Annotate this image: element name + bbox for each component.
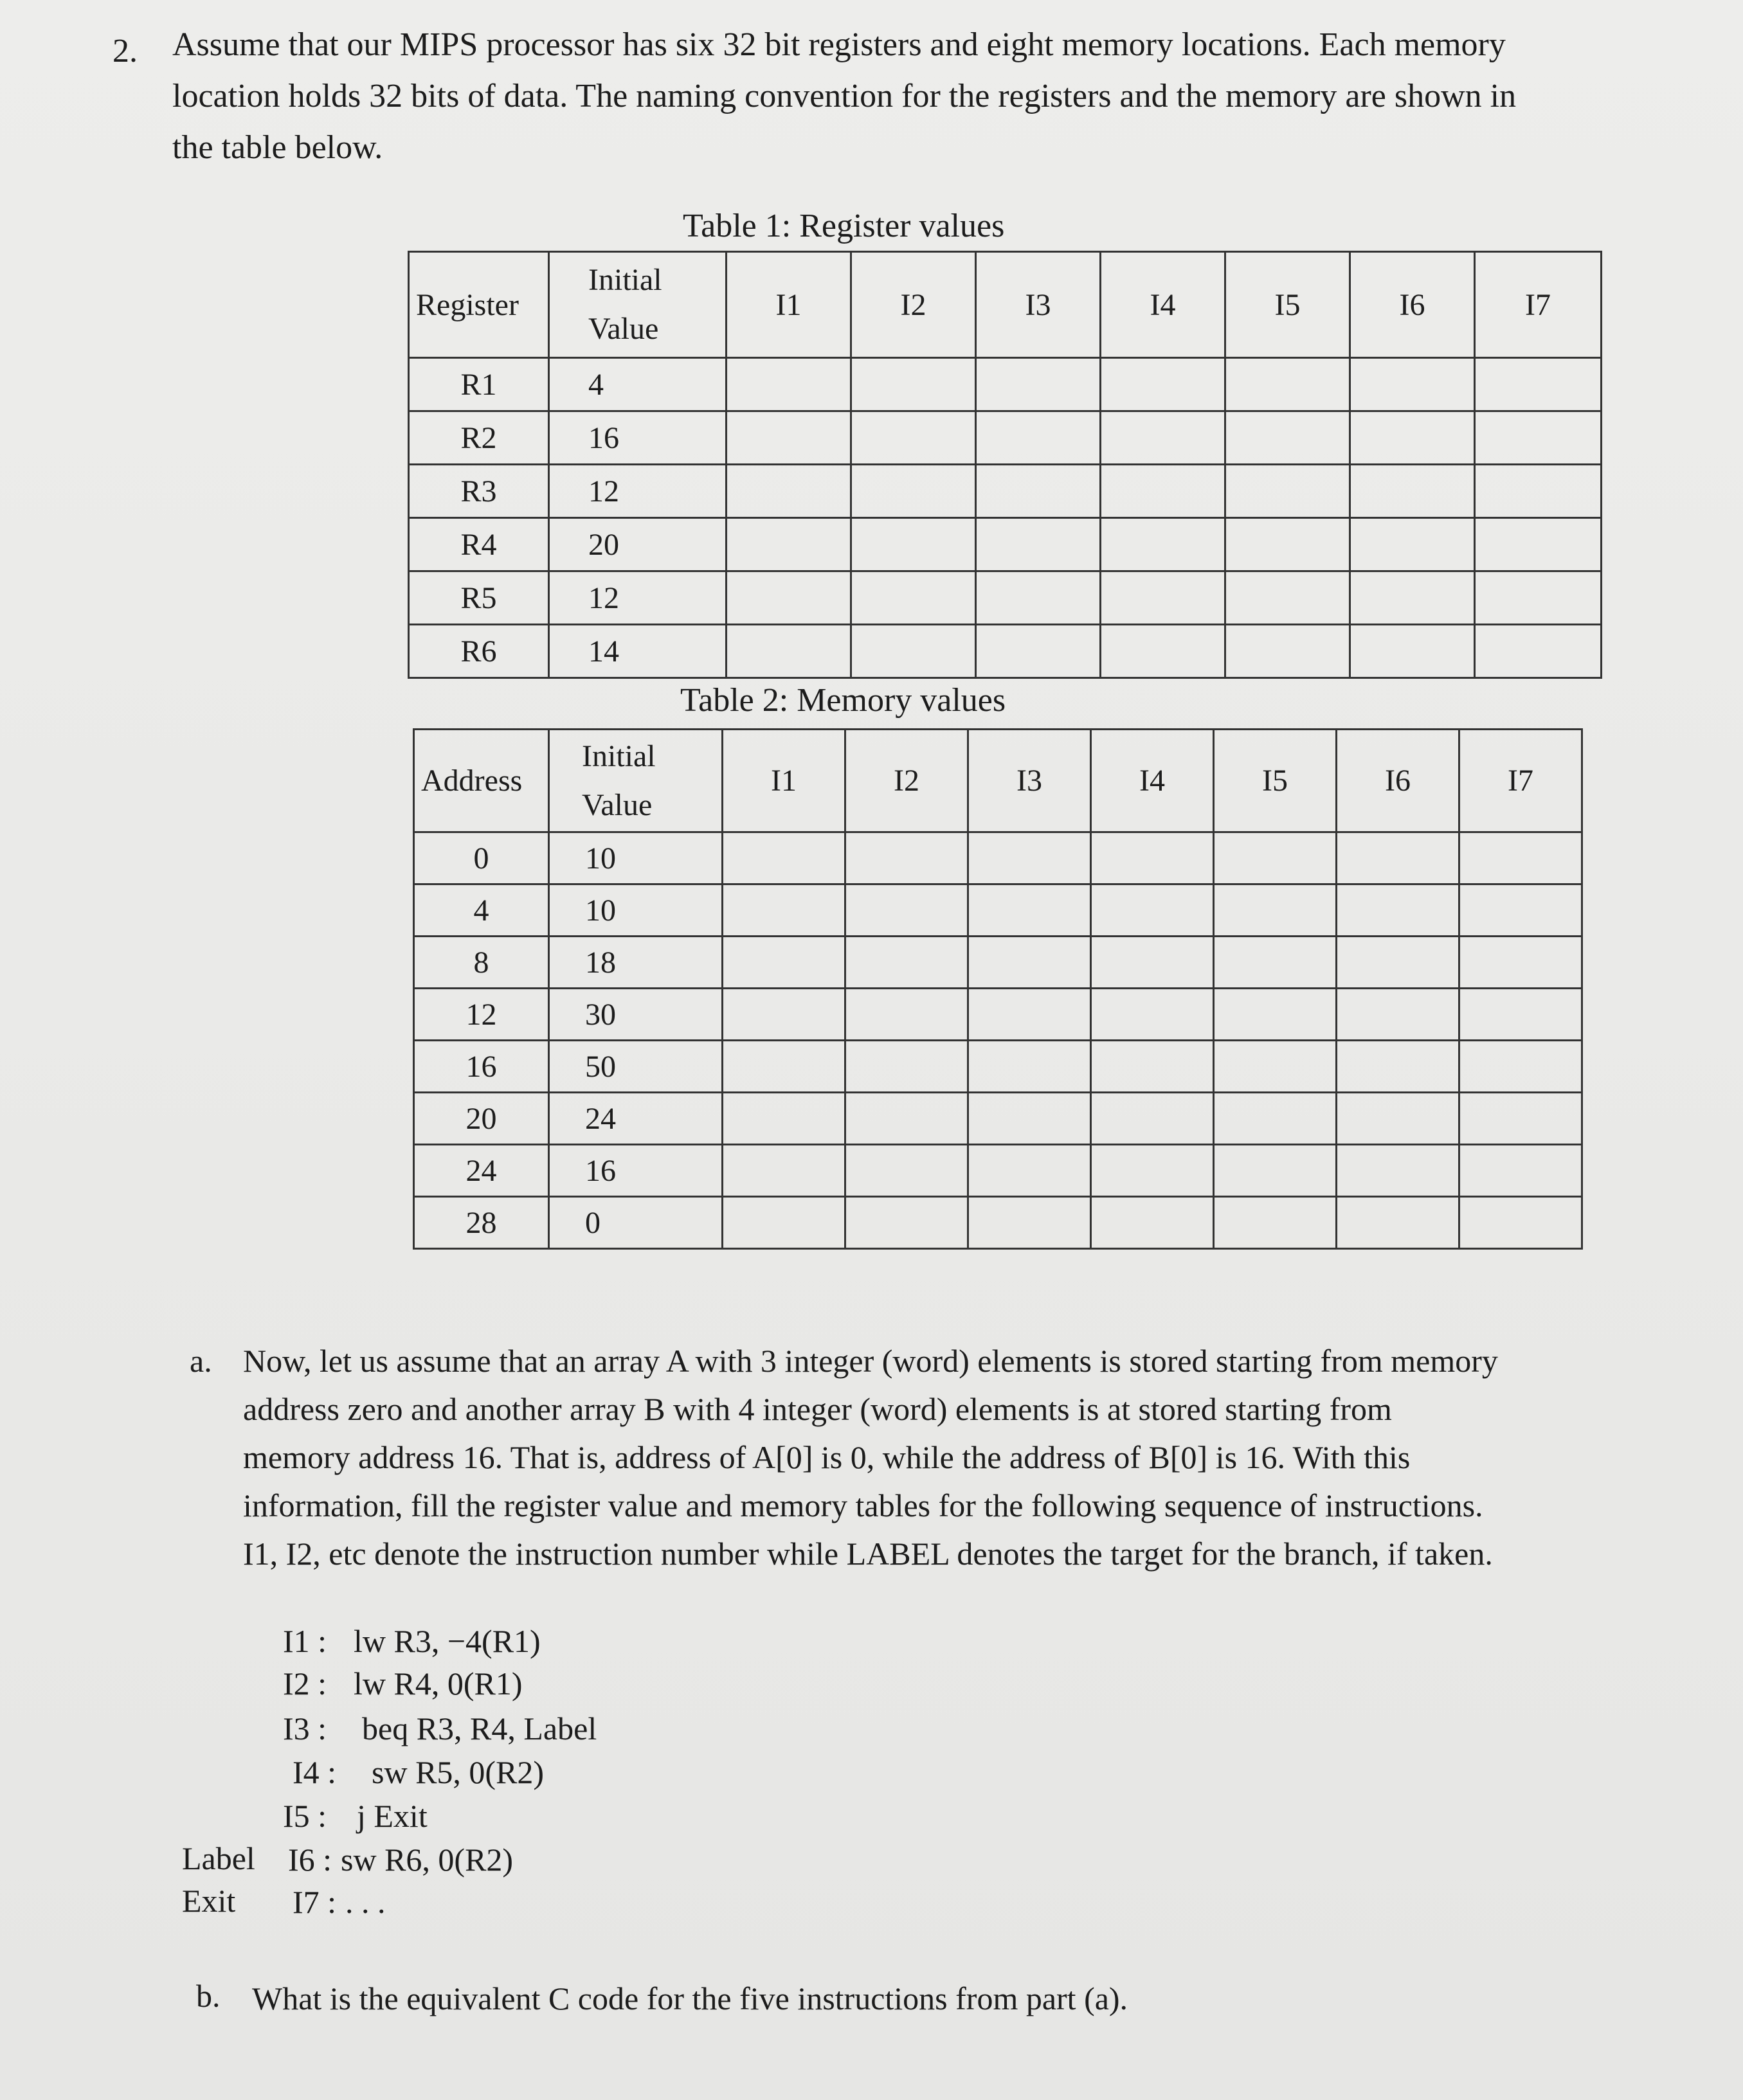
- empty-cell: [1091, 832, 1214, 884]
- empty-cell: [1091, 937, 1214, 989]
- memory-address: 4: [414, 884, 549, 937]
- empty-cell: [723, 1093, 845, 1145]
- empty-cell: [976, 518, 1101, 571]
- empty-cell: [1337, 832, 1459, 884]
- header-i1: I1: [727, 252, 851, 358]
- empty-cell: [723, 1041, 845, 1093]
- empty-cell: [727, 358, 851, 411]
- empty-cell: [1214, 1197, 1337, 1249]
- empty-cell: [1337, 1197, 1459, 1249]
- empty-cell: [845, 884, 968, 937]
- initial-value: 30: [549, 989, 723, 1041]
- empty-cell: [723, 1197, 845, 1249]
- part-a-label: a.: [190, 1343, 212, 1379]
- empty-cell: [968, 937, 1091, 989]
- instruction-code: lw R4, 0(R1): [354, 1665, 523, 1701]
- empty-cell: [723, 989, 845, 1041]
- header-i6: I6: [1337, 730, 1459, 832]
- empty-cell: [1225, 625, 1350, 678]
- empty-cell: [1101, 625, 1225, 678]
- empty-cell: [1225, 571, 1350, 625]
- header-i7: I7: [1475, 252, 1602, 358]
- part-a-line: address zero and another array B with 4 integer (word) elements is at stored starting from: [243, 1391, 1392, 1427]
- empty-cell: [968, 884, 1091, 937]
- empty-cell: [1459, 1093, 1582, 1145]
- empty-cell: [1475, 518, 1602, 571]
- empty-cell: [976, 465, 1101, 518]
- empty-cell: [1350, 571, 1475, 625]
- instruction-code: lw R3, −4(R1): [354, 1623, 541, 1659]
- empty-cell: [1214, 1041, 1337, 1093]
- empty-cell: [976, 571, 1101, 625]
- empty-cell: [1459, 884, 1582, 937]
- empty-cell: [1337, 1145, 1459, 1197]
- instruction-code: sw R5, 0(R2): [372, 1754, 545, 1790]
- empty-cell: [1214, 832, 1337, 884]
- empty-cell: [727, 411, 851, 465]
- question-number: 2.: [113, 33, 138, 69]
- empty-cell: [1225, 465, 1350, 518]
- header-address: Address: [414, 730, 549, 832]
- table-row: [409, 465, 1602, 518]
- initial-value: 16: [549, 411, 727, 465]
- table1-caption: Table 1: Register values: [683, 208, 1005, 244]
- empty-cell: [845, 937, 968, 989]
- empty-cell: [1350, 465, 1475, 518]
- empty-cell: [1091, 989, 1214, 1041]
- empty-cell: [1337, 1041, 1459, 1093]
- instruction-code: sw R6, 0(R2): [341, 1842, 514, 1878]
- header-i2: I2: [851, 252, 976, 358]
- empty-cell: [1225, 411, 1350, 465]
- initial-value: 10: [549, 832, 723, 884]
- initial-value: 20: [549, 518, 727, 571]
- empty-cell: [1337, 989, 1459, 1041]
- empty-cell: [1101, 411, 1225, 465]
- empty-cell: [1091, 1197, 1214, 1249]
- register-name: R2: [409, 411, 549, 465]
- empty-cell: [1337, 937, 1459, 989]
- header-initial-line2: Value: [582, 787, 653, 822]
- empty-cell: [727, 625, 851, 678]
- table-row: [414, 1145, 1582, 1197]
- header-i4: I4: [1091, 730, 1214, 832]
- initial-value: 14: [549, 625, 727, 678]
- register-name: R6: [409, 625, 549, 678]
- empty-cell: [1091, 1041, 1214, 1093]
- empty-cell: [1459, 1041, 1582, 1093]
- empty-cell: [976, 625, 1101, 678]
- empty-cell: [1101, 465, 1225, 518]
- empty-cell: [968, 1093, 1091, 1145]
- instruction-code: beq R3, R4, Label: [362, 1710, 597, 1746]
- memory-address: 28: [414, 1197, 549, 1249]
- table-row: [414, 1041, 1582, 1093]
- table-header-row: [409, 252, 1602, 358]
- header-i2: I2: [845, 730, 968, 832]
- table-row: [414, 832, 1582, 884]
- empty-cell: [1214, 937, 1337, 989]
- empty-cell: [1214, 989, 1337, 1041]
- empty-cell: [976, 411, 1101, 465]
- part-b-text: What is the equivalent C code for the five instructions from part (a).: [252, 1980, 1128, 2016]
- empty-cell: [1475, 465, 1602, 518]
- empty-cell: [723, 832, 845, 884]
- header-i3: I3: [976, 252, 1101, 358]
- memory-address: 8: [414, 937, 549, 989]
- empty-cell: [1091, 1093, 1214, 1145]
- empty-cell: [1337, 1093, 1459, 1145]
- header-initial-line2: Value: [588, 312, 659, 346]
- header-i4: I4: [1101, 252, 1225, 358]
- empty-cell: [1350, 518, 1475, 571]
- header-initial-value: [549, 730, 723, 832]
- table-row: [414, 989, 1582, 1041]
- empty-cell: [1475, 358, 1602, 411]
- empty-cell: [1091, 1145, 1214, 1197]
- empty-cell: [968, 989, 1091, 1041]
- instruction-code: . . .: [345, 1884, 386, 1920]
- empty-cell: [1459, 1145, 1582, 1197]
- part-a-line: Now, let us assume that an array A with 3 integer (word) elements is stored starting from memory: [243, 1343, 1498, 1379]
- empty-cell: [1475, 411, 1602, 465]
- instruction-id: I5 :: [283, 1798, 327, 1834]
- memory-address: 0: [414, 832, 549, 884]
- empty-cell: [968, 1197, 1091, 1249]
- empty-cell: [968, 1041, 1091, 1093]
- memory-address: 12: [414, 989, 549, 1041]
- initial-value: 4: [549, 358, 727, 411]
- header-i6: I6: [1350, 252, 1475, 358]
- header-i5: I5: [1225, 252, 1350, 358]
- empty-cell: [1350, 411, 1475, 465]
- memory-address: 16: [414, 1041, 549, 1093]
- initial-value: 0: [549, 1197, 723, 1249]
- empty-cell: [1459, 1197, 1582, 1249]
- empty-cell: [968, 832, 1091, 884]
- header-initial-line1: Initial: [588, 263, 662, 297]
- table-row: [409, 518, 1602, 571]
- empty-cell: [851, 411, 976, 465]
- part-a-line: memory address 16. That is, address of A[0] is 0, while the address of B[0] is 16. With this: [243, 1439, 1411, 1475]
- empty-cell: [845, 1197, 968, 1249]
- table-row: [409, 358, 1602, 411]
- instruction-id: I1 :: [283, 1623, 327, 1659]
- header-initial-value: [549, 252, 727, 358]
- empty-cell: [727, 518, 851, 571]
- empty-cell: [851, 518, 976, 571]
- empty-cell: [1214, 884, 1337, 937]
- empty-cell: [1101, 571, 1225, 625]
- table-row: [409, 411, 1602, 465]
- empty-cell: [851, 571, 976, 625]
- part-a-line: I1, I2, etc denote the instruction number while LABEL denotes the target for the branch, if taken.: [243, 1536, 1493, 1572]
- empty-cell: [1459, 989, 1582, 1041]
- table-row: [409, 571, 1602, 625]
- empty-cell: [968, 1145, 1091, 1197]
- empty-cell: [727, 571, 851, 625]
- header-i1: I1: [723, 730, 845, 832]
- empty-cell: [1475, 571, 1602, 625]
- table-row: [409, 625, 1602, 678]
- empty-cell: [1350, 625, 1475, 678]
- empty-cell: [1225, 518, 1350, 571]
- empty-cell: [723, 937, 845, 989]
- empty-cell: [727, 465, 851, 518]
- empty-cell: [976, 358, 1101, 411]
- register-name: R1: [409, 358, 549, 411]
- initial-value: 10: [549, 884, 723, 937]
- register-table: [408, 251, 1602, 679]
- empty-cell: [845, 1145, 968, 1197]
- header-i7: I7: [1459, 730, 1582, 832]
- empty-cell: [1350, 358, 1475, 411]
- empty-cell: [1459, 937, 1582, 989]
- empty-cell: [851, 358, 976, 411]
- empty-cell: [723, 1145, 845, 1197]
- empty-cell: [1337, 884, 1459, 937]
- register-name: R5: [409, 571, 549, 625]
- part-b-label: b.: [196, 1978, 221, 2014]
- question-line: the table below.: [172, 129, 383, 166]
- table-row: [414, 884, 1582, 937]
- table-row: [414, 1093, 1582, 1145]
- table-row: [414, 1197, 1582, 1249]
- header-initial-line1: Initial: [582, 739, 656, 773]
- memory-table: [413, 728, 1583, 1250]
- empty-cell: [1225, 358, 1350, 411]
- initial-value: 18: [549, 937, 723, 989]
- instruction-id: I7 :: [293, 1884, 337, 1920]
- empty-cell: [851, 625, 976, 678]
- header-i5: I5: [1214, 730, 1337, 832]
- empty-cell: [1091, 884, 1214, 937]
- empty-cell: [1214, 1145, 1337, 1197]
- empty-cell: [1101, 358, 1225, 411]
- table2-caption: Table 2: Memory values: [680, 682, 1006, 719]
- initial-value: 50: [549, 1041, 723, 1093]
- empty-cell: [1101, 518, 1225, 571]
- register-name: R3: [409, 465, 549, 518]
- instruction-id: I6 :: [288, 1842, 332, 1878]
- question-line: location holds 32 bits of data. The naming convention for the registers and the memory are shown in: [172, 78, 1517, 114]
- empty-cell: [845, 832, 968, 884]
- instruction-id: I3 :: [283, 1710, 327, 1746]
- part-a-line: information, fill the register value and memory tables for the following sequence of instructions.: [243, 1487, 1483, 1523]
- empty-cell: [1214, 1093, 1337, 1145]
- header-register: Register: [409, 252, 549, 358]
- initial-value: 16: [549, 1145, 723, 1197]
- table-header-row: [414, 730, 1582, 832]
- initial-value: 12: [549, 465, 727, 518]
- memory-address: 20: [414, 1093, 549, 1145]
- branch-label: Label: [182, 1840, 255, 1876]
- empty-cell: [845, 989, 968, 1041]
- empty-cell: [845, 1093, 968, 1145]
- empty-cell: [845, 1041, 968, 1093]
- initial-value: 12: [549, 571, 727, 625]
- empty-cell: [1459, 832, 1582, 884]
- initial-value: 24: [549, 1093, 723, 1145]
- question-line: Assume that our MIPS processor has six 32 bit registers and eight memory locations. Each memory: [172, 26, 1506, 63]
- instruction-id: I4 :: [293, 1754, 337, 1790]
- table-row: [414, 937, 1582, 989]
- empty-cell: [851, 465, 976, 518]
- empty-cell: [1475, 625, 1602, 678]
- empty-cell: [723, 884, 845, 937]
- instruction-code: j Exit: [357, 1798, 428, 1834]
- exit-label: Exit: [182, 1883, 236, 1919]
- memory-address: 24: [414, 1145, 549, 1197]
- header-i3: I3: [968, 730, 1091, 832]
- instruction-id: I2 :: [283, 1665, 327, 1701]
- register-name: R4: [409, 518, 549, 571]
